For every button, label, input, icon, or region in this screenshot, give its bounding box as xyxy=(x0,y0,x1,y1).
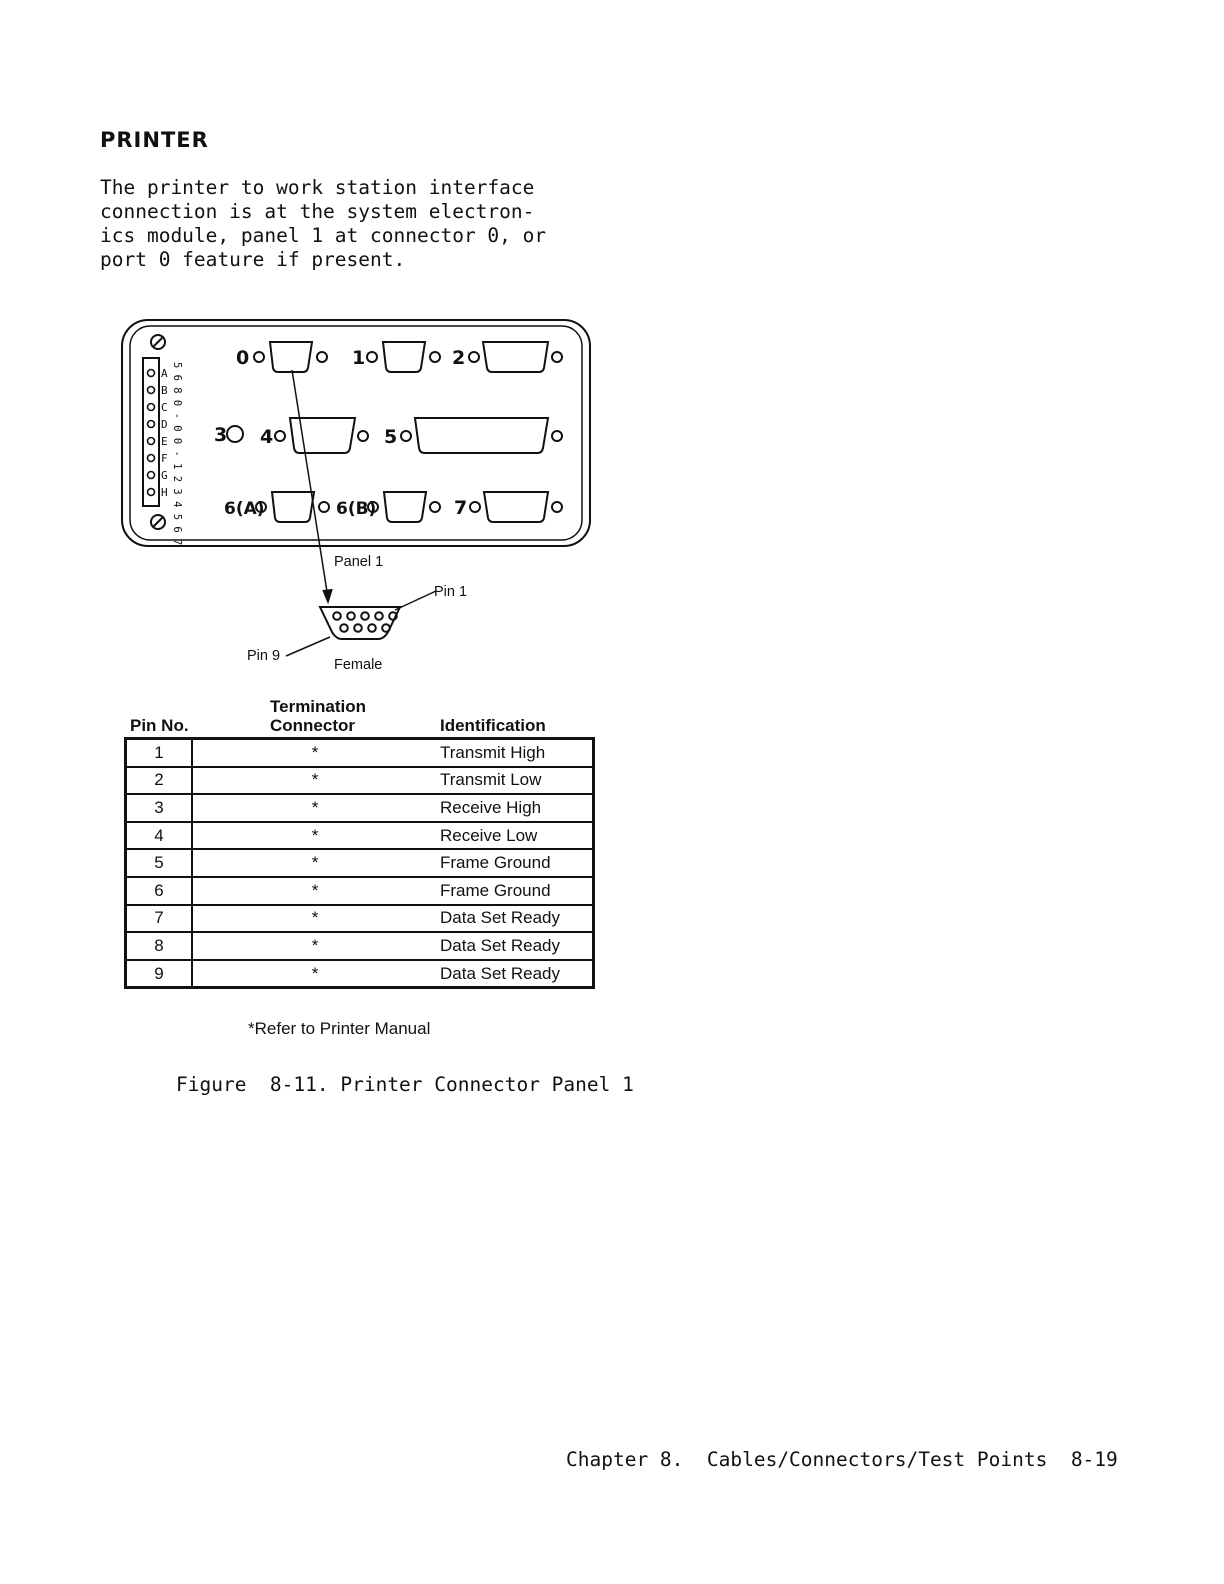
term-cell: * xyxy=(192,932,437,960)
dsub-connector-2 xyxy=(483,342,548,372)
led-indicator-icon xyxy=(148,455,155,462)
led-indicator-icon xyxy=(148,387,155,394)
gender-label: Female xyxy=(334,657,383,673)
screw-icon xyxy=(552,431,562,441)
ident-cell: Transmit High xyxy=(437,739,594,767)
pin-cell: 6 xyxy=(126,877,193,905)
screw-icon xyxy=(430,502,440,512)
pin1-label: Pin 1 xyxy=(434,584,468,600)
screw-icon xyxy=(254,352,264,362)
pin-cell: 4 xyxy=(126,822,193,850)
screw-icon xyxy=(319,502,329,512)
connector-label-5: 5 xyxy=(384,426,398,448)
port-3-hole-icon xyxy=(227,426,243,442)
screw-icon xyxy=(401,431,411,441)
screw-icon xyxy=(469,352,479,362)
intro-line: ics module, panel 1 at connector 0, or xyxy=(100,224,547,247)
ident-cell: Data Set Ready xyxy=(437,960,594,988)
female-db9-plug xyxy=(320,607,400,639)
pin-cell: 2 xyxy=(126,767,193,795)
table-row xyxy=(126,932,594,960)
panel-label: Panel 1 xyxy=(334,554,384,570)
arrowhead-icon xyxy=(323,589,332,602)
connector-label-6b: 6(B) xyxy=(336,499,377,519)
led-letter: A xyxy=(161,367,168,380)
led-letter: H xyxy=(161,486,168,499)
screw-icon xyxy=(430,352,440,362)
connector-label-3: 3 xyxy=(214,424,228,446)
led-indicator-icon xyxy=(148,489,155,496)
panel-serial-number: 5 6 8 0 - 0 0 - 1 2 3 4 5 6 7 xyxy=(171,362,183,546)
led-indicator-icon xyxy=(148,421,155,428)
screw-icon xyxy=(552,502,562,512)
pin-table xyxy=(124,737,595,989)
screw-icon xyxy=(552,352,562,362)
table-row xyxy=(126,739,594,767)
header-identification: Identification xyxy=(440,716,546,735)
table-row xyxy=(126,960,594,988)
led-indicator-icon xyxy=(148,404,155,411)
led-letter: B xyxy=(161,384,168,397)
table-row xyxy=(126,767,594,795)
intro-line: The printer to work station interface xyxy=(100,176,535,199)
term-cell: * xyxy=(192,960,437,988)
pin-socket-icon xyxy=(375,612,383,620)
ident-cell: Frame Ground xyxy=(437,849,594,877)
connector-label-2: 2 xyxy=(452,347,466,369)
led-letter: F xyxy=(161,452,168,465)
pin-cell: 9 xyxy=(126,960,193,988)
pin-socket-icon xyxy=(382,624,390,632)
pin-socket-icon xyxy=(333,612,341,620)
led-indicator-icon xyxy=(148,472,155,479)
screw-icon xyxy=(470,502,480,512)
led-letter: D xyxy=(161,418,168,431)
ident-cell: Receive High xyxy=(437,794,594,822)
connector-panel-diagram xyxy=(110,310,610,690)
connector-label-7: 7 xyxy=(454,497,468,519)
led-letter: E xyxy=(161,435,168,448)
pin-cell: 7 xyxy=(126,905,193,933)
pin-cell: 1 xyxy=(126,739,193,767)
term-cell: * xyxy=(192,767,437,795)
led-indicator-icon xyxy=(148,438,155,445)
ident-cell: Data Set Ready xyxy=(437,932,594,960)
pin-cell: 3 xyxy=(126,794,193,822)
mounting-screw-icon xyxy=(151,335,165,349)
screw-icon xyxy=(358,431,368,441)
figure-caption: Figure 8-11. Printer Connector Panel 1 xyxy=(176,1073,634,1096)
intro-line: port 0 feature if present. xyxy=(100,248,406,271)
led-indicator-icon xyxy=(148,370,155,377)
header-termination: Termination xyxy=(270,697,367,716)
screw-icon xyxy=(367,352,377,362)
page-footer: Chapter 8. Cables/Connectors/Test Points 8-19 xyxy=(566,1448,1118,1471)
pin9-leader-line xyxy=(286,637,330,656)
connector-label-4: 4 xyxy=(260,426,274,448)
header-pin-no: Pin No. xyxy=(130,716,189,735)
led-letter: G xyxy=(161,469,168,482)
led-letter: C xyxy=(161,401,168,414)
ident-cell: Data Set Ready xyxy=(437,905,594,933)
table-row xyxy=(126,877,594,905)
connector-label-6a: 6(A) xyxy=(224,499,265,519)
table-row xyxy=(126,794,594,822)
pin-cell: 5 xyxy=(126,849,193,877)
dsub-connector-0 xyxy=(270,342,312,372)
term-cell: * xyxy=(192,877,437,905)
ident-cell: Transmit Low xyxy=(437,767,594,795)
screw-icon xyxy=(275,431,285,441)
intro-paragraph xyxy=(100,176,570,272)
section-heading: PRINTER xyxy=(100,128,209,152)
header-connector: Connector xyxy=(270,716,355,735)
led-strip xyxy=(143,358,159,506)
dsub-connector-7 xyxy=(484,492,548,522)
term-cell: * xyxy=(192,794,437,822)
term-cell: * xyxy=(192,905,437,933)
leader-line xyxy=(292,370,328,598)
connector-label-1: 1 xyxy=(352,347,366,369)
dsub-connector-6a xyxy=(272,492,314,522)
pin9-label: Pin 9 xyxy=(247,648,281,664)
term-cell: * xyxy=(192,822,437,850)
mounting-screw-icon xyxy=(151,515,165,529)
footnote: *Refer to Printer Manual xyxy=(248,1019,431,1038)
pin-socket-icon xyxy=(354,624,362,632)
term-cell: * xyxy=(192,849,437,877)
dsub-connector-6b xyxy=(384,492,426,522)
table-row xyxy=(126,849,594,877)
pin-socket-icon xyxy=(368,624,376,632)
term-cell: * xyxy=(192,739,437,767)
ident-cell: Receive Low xyxy=(437,822,594,850)
pin-socket-icon xyxy=(340,624,348,632)
table-row xyxy=(126,905,594,933)
pin-cell: 8 xyxy=(126,932,193,960)
pin1-leader-line xyxy=(395,591,436,610)
connector-label-0: 0 xyxy=(236,347,250,369)
dsub-connector-5 xyxy=(415,418,548,453)
intro-line: connection is at the system electron- xyxy=(100,200,535,223)
table-row xyxy=(126,822,594,850)
pin-socket-icon xyxy=(361,612,369,620)
dsub-connector-1 xyxy=(383,342,425,372)
screw-icon xyxy=(317,352,327,362)
ident-cell: Frame Ground xyxy=(437,877,594,905)
pin-socket-icon xyxy=(347,612,355,620)
